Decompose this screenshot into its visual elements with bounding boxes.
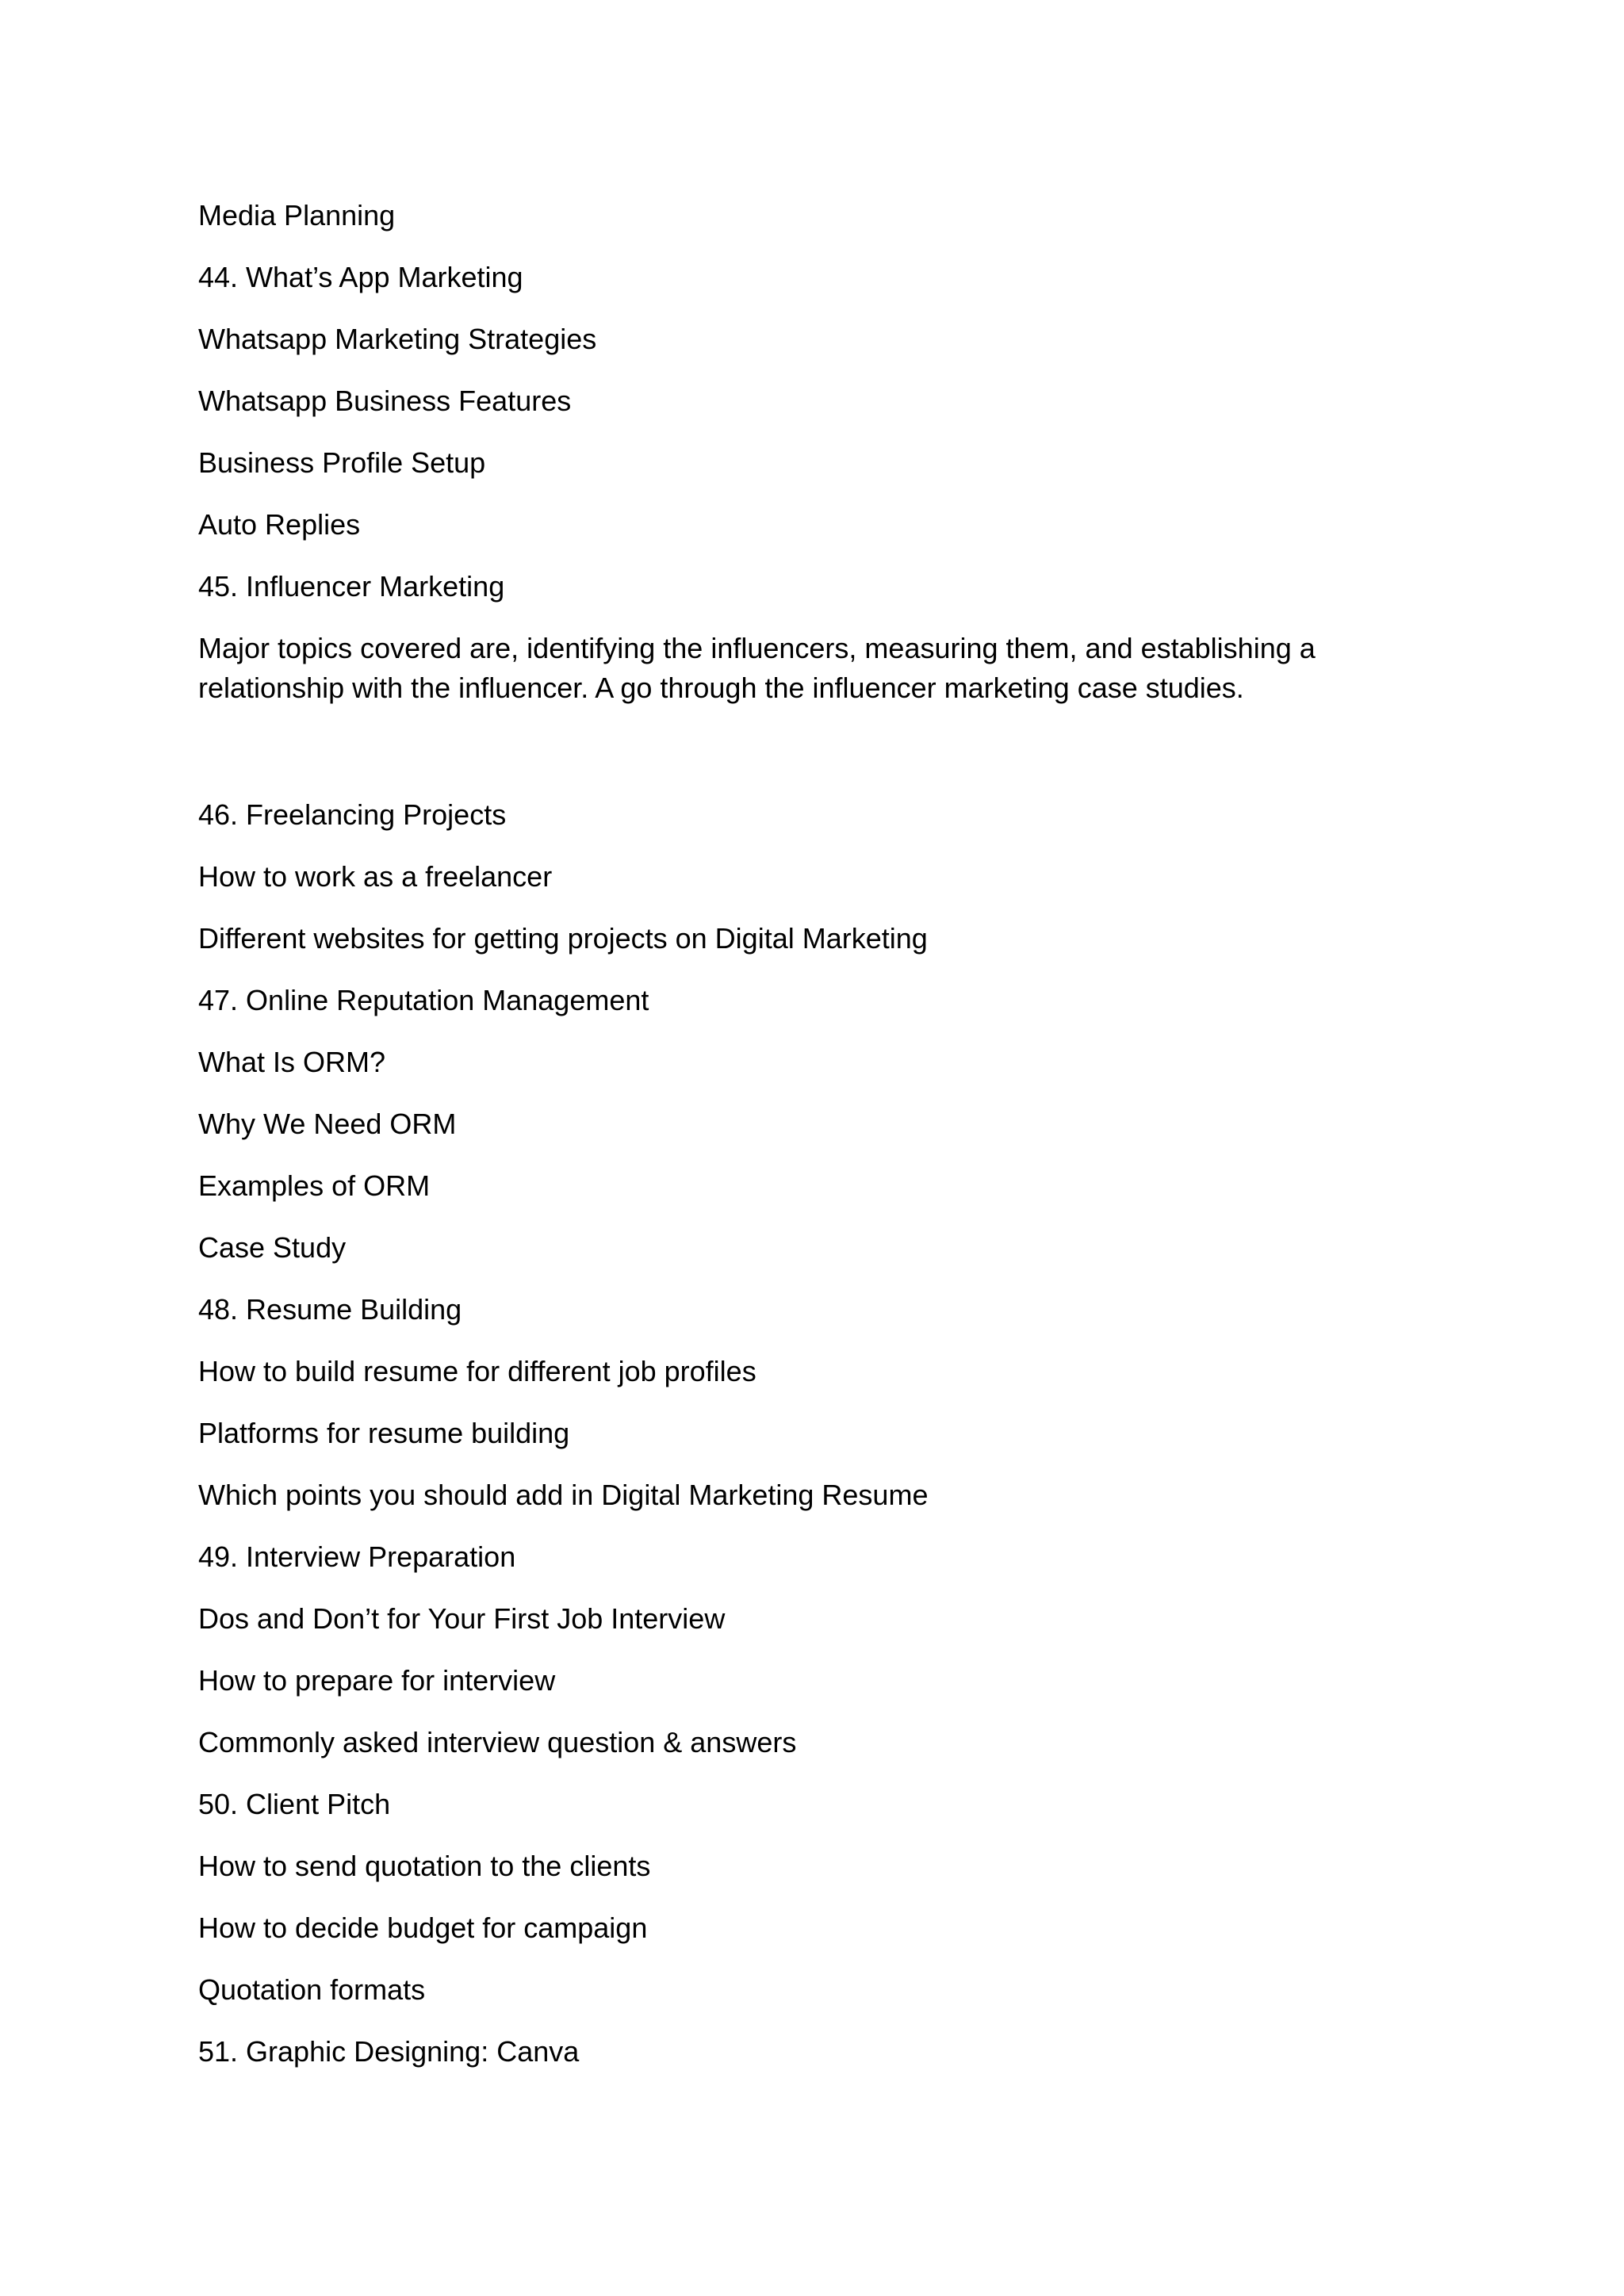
section-heading-influencer-marketing: 45. Influencer Marketing [198, 570, 505, 603]
section-heading-freelancing-projects: 46. Freelancing Projects [198, 798, 507, 831]
section-heading-graphic-designing: 51. Graphic Designing: Canva [198, 2035, 580, 2068]
text-line-whatsapp-business-features: Whatsapp Business Features [198, 385, 572, 417]
section-heading-resume-building: 48. Resume Building [198, 1293, 462, 1326]
section-heading-orm: 47. Online Reputation Management [198, 984, 649, 1016]
section-heading-client-pitch: 50. Client Pitch [198, 1788, 391, 1820]
text-line-decide-budget: How to decide budget for campaign [198, 1911, 648, 1944]
text-line-business-profile-setup: Business Profile Setup [198, 446, 486, 479]
text-line-quotation-formats: Quotation formats [198, 1973, 426, 2006]
section-heading-whatsapp-marketing: 44. What’s App Marketing [198, 261, 523, 293]
text-line-examples-orm: Examples of ORM [198, 1169, 431, 1202]
section-heading-interview-preparation: 49. Interview Preparation [198, 1540, 516, 1573]
text-line-websites-for-projects: Different websites for getting projects on Digital Marketing [198, 922, 928, 955]
text-line-case-study: Case Study [198, 1231, 347, 1264]
text-line-resume-points: Which points you should add in Digital Marketing Resume [198, 1479, 929, 1511]
text-line-what-is-orm: What Is ORM? [198, 1046, 386, 1078]
text-line-whatsapp-strategies: Whatsapp Marketing Strategies [198, 323, 597, 355]
paragraph-influencer-description: Major topics covered are, identifying the influencers, measuring them, and establishing a relationship with the influencer. A go through the influencer marketing case studies. [198, 632, 1316, 704]
text-line-auto-replies: Auto Replies [198, 508, 361, 541]
text-line-build-resume: How to build resume for different job profiles [198, 1355, 756, 1387]
text-line-media-planning: Media Planning [198, 199, 396, 232]
text-line-why-orm: Why We Need ORM [198, 1108, 457, 1140]
text-line-prepare-interview: How to prepare for interview [198, 1664, 556, 1697]
text-line-dos-donts: Dos and Don’t for Your First Job Interview [198, 1602, 726, 1635]
text-line-work-as-freelancer: How to work as a freelancer [198, 860, 553, 893]
text-line-send-quotation: How to send quotation to the clients [198, 1850, 651, 1882]
text-line-resume-platforms: Platforms for resume building [198, 1417, 570, 1449]
text-line-interview-questions: Commonly asked interview question & answers [198, 1726, 797, 1758]
